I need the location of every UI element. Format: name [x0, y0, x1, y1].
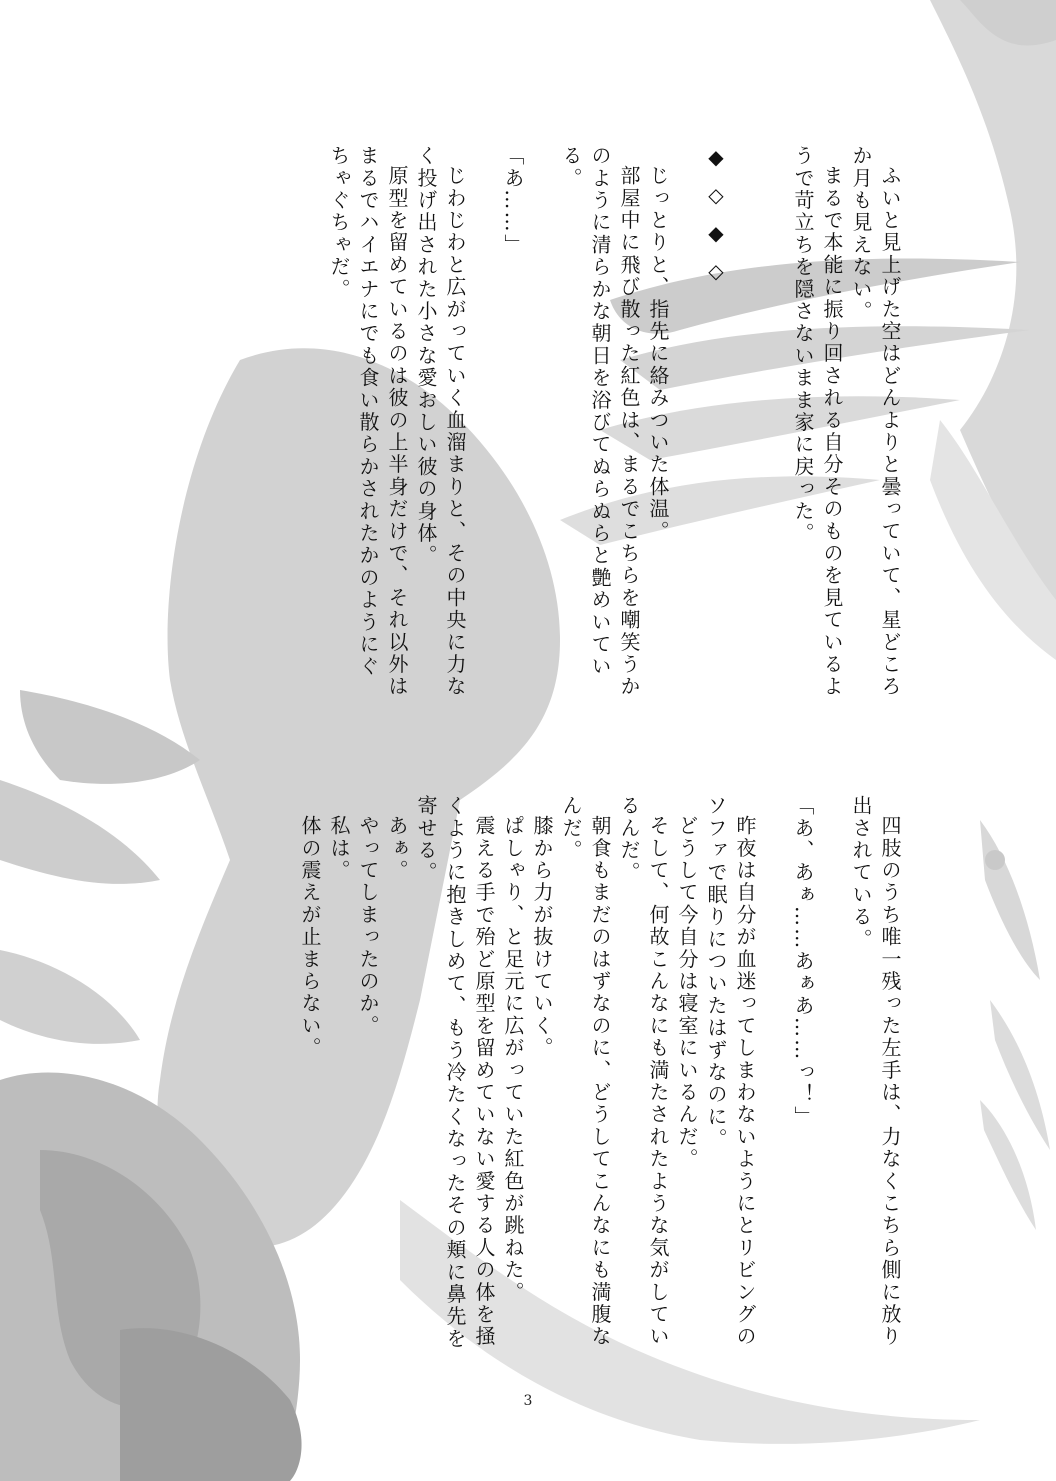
text-line: くように抱きしめて、もう冷たくなったその頬に鼻先を: [443, 795, 467, 1350]
text-line: 「あ……」: [501, 145, 525, 256]
text-line: のように清らかな朝日を浴びてぬらぬらと艶めいてい: [588, 145, 612, 678]
page-number: 3: [523, 1393, 533, 1409]
blank-line: [759, 795, 788, 1385]
text-line: 昨夜は自分が血迷ってしまわないようにとリビングの: [733, 815, 757, 1348]
bottom-text-block: [295, 795, 904, 1385]
text-line: じわじわと広がっていく血溜まりと、その中央に力な: [443, 165, 467, 698]
blank-line: [817, 795, 846, 1385]
blank-line: [469, 145, 498, 735]
text-line: 原型を留めているのは彼の上半身だけで、それ以外は: [385, 165, 409, 698]
text-line: く投げ出された小さな愛おしい彼の身体。: [414, 145, 438, 567]
text-line: そして、何故こんなにも満たされたような気がしてい: [646, 815, 670, 1348]
text-line: 震える手で殆ど原型を留めていない愛する人の体を掻: [472, 815, 496, 1348]
text-line: ちゃぐちゃだ。: [327, 145, 351, 301]
text-line: 寄せる。: [414, 795, 438, 884]
text-line: まるで本能に振り回される自分そのものを見ているよ: [820, 165, 844, 698]
text-line: か月も見えない。: [849, 145, 873, 323]
top-text-block: [324, 145, 904, 735]
text-line: どうして今自分は寝室にいるんだ。: [675, 815, 699, 1171]
blank-line: [759, 145, 788, 735]
text-line: るんだ。: [617, 795, 641, 884]
text-line: 私は。: [327, 815, 351, 882]
blank-line: [730, 145, 759, 735]
text-line: 膝から力が抜けていく。: [530, 815, 554, 1060]
blank-line: [672, 145, 701, 735]
text-line: あぁ。: [385, 815, 409, 882]
section-separator: ◆◇◆◇: [704, 145, 728, 297]
text-line: うで苛立ちを隠さないまま家に戻った。: [791, 145, 815, 545]
text-line: まるでハイエナにでも食い散らかされたかのようにぐ: [356, 145, 380, 678]
text-line: る。: [559, 145, 583, 190]
text-line: ふいと見上げた空はどんよりと曇っていて、星どころ: [878, 165, 902, 698]
text-line: 出されている。: [849, 795, 873, 951]
text-line: 「あ、あぁ……あぁあ……っ！」: [791, 795, 815, 1128]
blank-line: [527, 145, 556, 735]
text-line: 体の震えが止まらない。: [298, 815, 322, 1060]
text-line: 部屋中に飛び散った紅色は、まるでこちらを嘲笑うか: [617, 165, 641, 698]
text-line: んだ。: [559, 795, 583, 862]
text-line: 朝食もまだのはずなのに、どうしてこんなにも満腹な: [588, 815, 612, 1348]
text-line: ぱしゃり、と足元に広がっていた紅色が跳ねた。: [501, 815, 525, 1304]
text-line: じっとりと、指先に絡みついた体温。: [646, 165, 670, 543]
text-line: 四肢のうち唯一残った左手は、力なくこちら側に放り: [878, 815, 902, 1348]
text-line: ソファで眠りについたはずなのに。: [704, 795, 728, 1151]
text-line: やってしまったのか。: [356, 815, 380, 1037]
